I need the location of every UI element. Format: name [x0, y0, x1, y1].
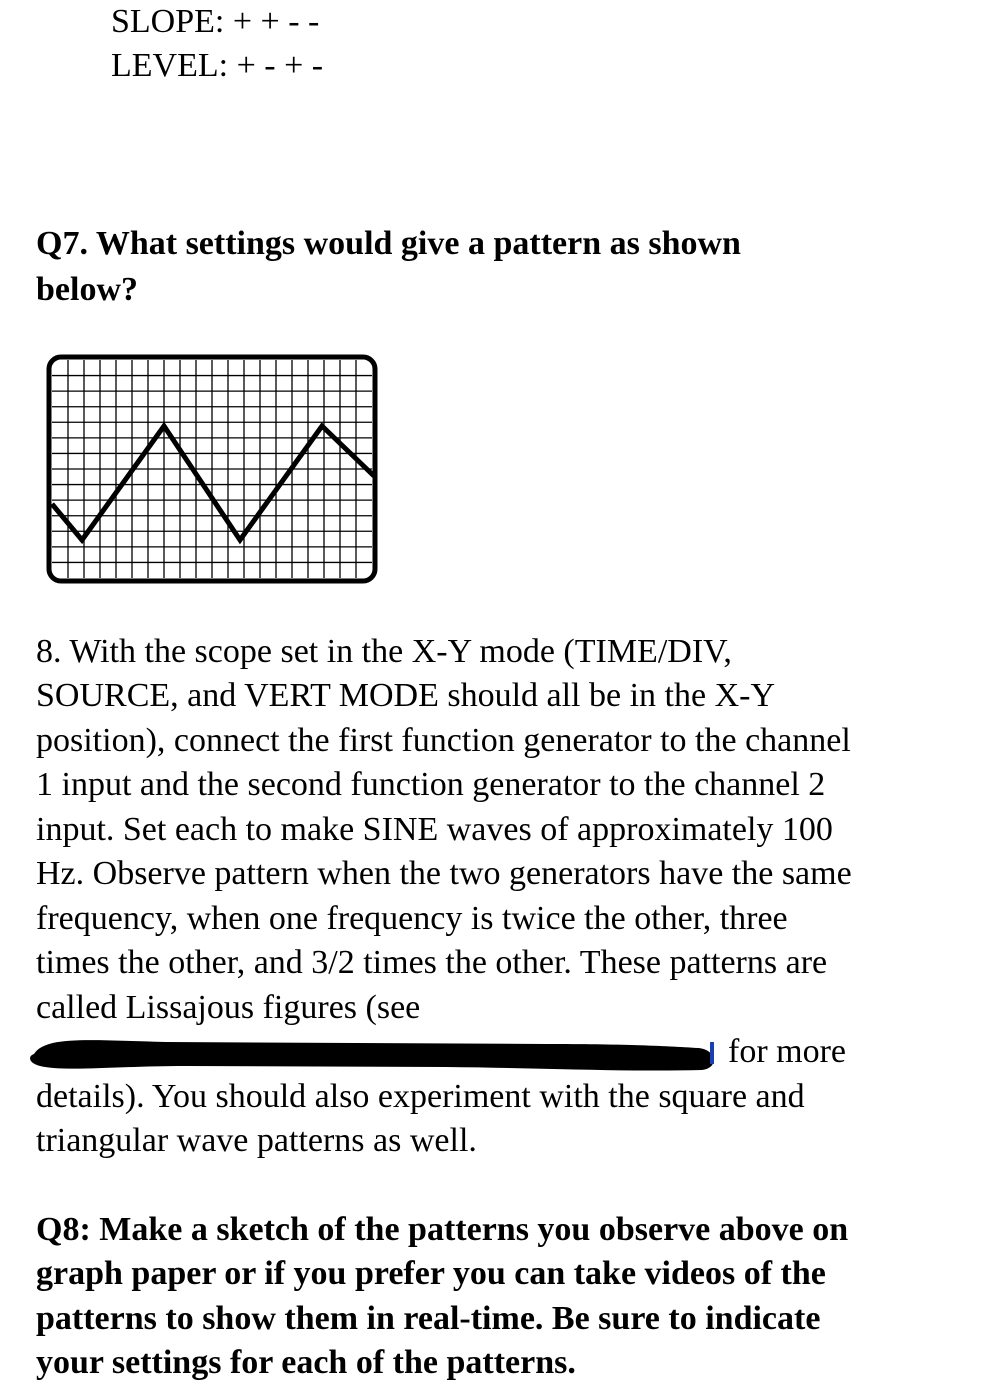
q7-question-line-2: below? [36, 271, 138, 308]
redaction-mark [26, 1028, 726, 1078]
q8-question-line-1: Q8: Make a sketch of the patterns you observe above on [36, 1211, 849, 1248]
q7-question-line-1: Q7. What settings would give a pattern as shown [36, 225, 741, 262]
q8-question-line-2: graph paper or if you prefer you can take videos of the [36, 1255, 826, 1292]
slope-setting: SLOPE: + + - - [111, 3, 320, 40]
section8-line-1: 8. With the scope set in the X-Y mode (TIME/DIV, [36, 633, 732, 670]
q8-question-line-4: your settings for each of the patterns. [36, 1344, 576, 1381]
q8-question-line-3: patterns to show them in real-time. Be sure to indicate [36, 1300, 821, 1337]
section8-line-2: SOURCE, and VERT MODE should all be in the X-Y [36, 677, 776, 714]
section8-line-7: frequency, when one frequency is twice the other, three [36, 900, 788, 937]
section8-line-11: details). You should also experiment with the square and [36, 1078, 805, 1115]
section8-line-6: Hz. Observe pattern when the two generators have the same [36, 855, 852, 892]
link-remnant [710, 1042, 714, 1064]
oscilloscope-screen-figure [44, 352, 380, 586]
section8-line-9: called Lissajous figures (see [36, 989, 421, 1026]
section8-line-4: 1 input and the second function generator to the channel 2 [36, 766, 826, 803]
level-setting: LEVEL: + - + - [111, 47, 324, 84]
section8-line-12: triangular wave patterns as well. [36, 1122, 477, 1159]
section8-line-8: times the other, and 3/2 times the other. These patterns are [36, 944, 828, 981]
section8-line-5: input. Set each to make SINE waves of approximately 100 [36, 811, 833, 848]
section8-line-3: position), connect the first function generator to the channel [36, 722, 851, 759]
oscilloscope-grid [52, 360, 372, 578]
section8-line-10: for more [728, 1033, 847, 1070]
